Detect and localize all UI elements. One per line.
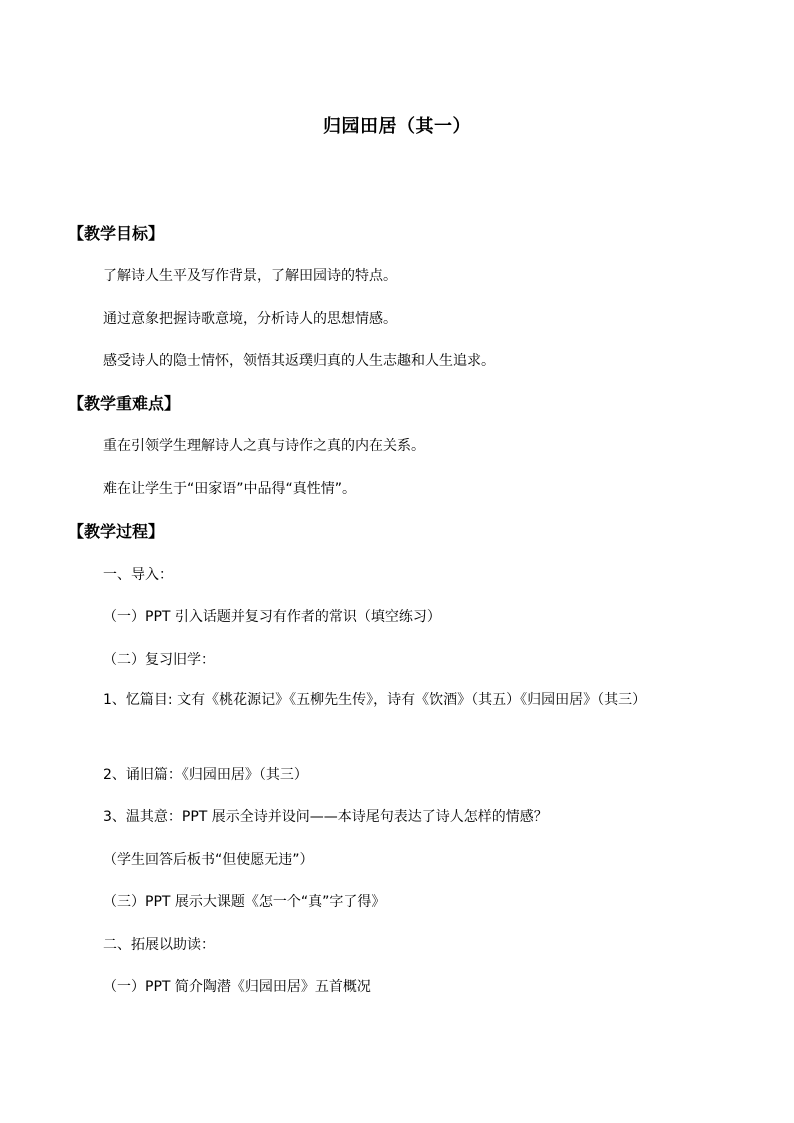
- process-line: （三）PPT 展示大课题《怎一个“真”字了得》: [103, 894, 386, 910]
- goal-line: 了解诗人生平及写作背景，了解田园诗的特点。: [103, 268, 397, 284]
- process-line: 二、拓展以助读：: [103, 937, 215, 953]
- section-heading-process: 【教学过程】: [68, 522, 165, 541]
- goal-line: 通过意象把握诗歌意境，分析诗人的思想情感。: [103, 311, 397, 327]
- process-line: 3、温其意：PPT 展示全诗并设问——本诗尾句表达了诗人怎样的情感？: [103, 809, 548, 825]
- section-heading-goals: 【教学目标】: [68, 224, 165, 243]
- process-line: （二）复习旧学：: [103, 652, 215, 668]
- process-line: 2、诵旧篇：《归园田居》（其三）: [103, 767, 308, 783]
- document-title: 归园田居（其一）: [323, 116, 471, 137]
- process-line: 1、忆篇目: 文有《桃花源记》《五柳先生传》，诗有《饮酒》（其五）《归园田居》（其三）: [103, 692, 647, 708]
- goal-line: 感受诗人的隐士情怀，领悟其返璞归真的人生志趣和人生追求。: [103, 353, 495, 369]
- process-line: 一、导入：: [103, 567, 173, 583]
- process-line: （一）PPT 引入话题并复习有作者的常识（填空练习）: [103, 609, 441, 625]
- key-point-line: 重在引领学生理解诗人之真与诗作之真的内在关系。: [103, 438, 425, 454]
- section-heading-key-points: 【教学重难点】: [68, 394, 181, 413]
- key-point-line: 难在让学生于“田家语”中品得“真性情”。: [103, 481, 357, 497]
- process-line: （学生回答后板书“但使愿无违”）: [103, 852, 314, 868]
- process-line: （一）PPT 简介陶潜《归园田居》五首概况: [103, 979, 371, 995]
